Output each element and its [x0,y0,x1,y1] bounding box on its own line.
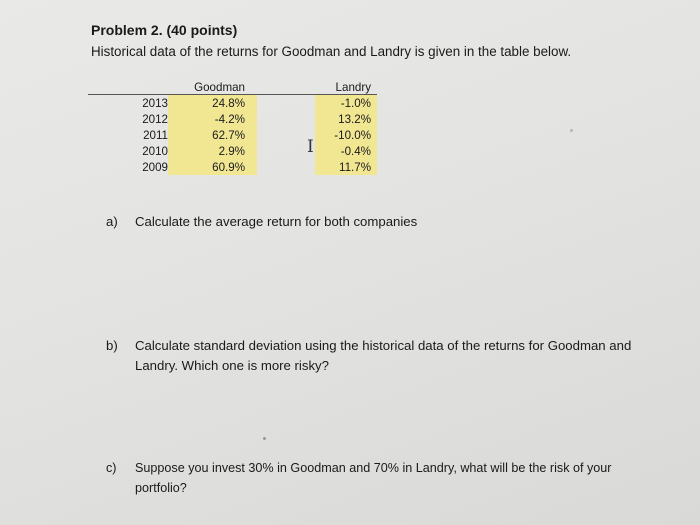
header-goodman: Goodman [168,80,257,95]
goodman-cell: 24.8% [168,95,257,112]
header-landry: Landry [315,80,377,95]
landry-cell: 13.2% [315,111,377,127]
table-row [88,159,377,175]
goodman-cell: 60.9% [168,159,257,175]
year-cell: 2013 [142,96,168,110]
table-row [88,143,377,159]
spacer-cell [257,95,315,112]
question-a-letter: a) [106,214,118,229]
question-c-text: Suppose you invest 30% in Goodman and 70% in Landry, what will be the risk of your portfolio? [135,461,612,495]
question-b-text: Calculate standard deviation using the historical data of the returns for Goodman and Landry. Which one is more risky? [135,338,632,373]
landry-cell: -1.0% [315,95,377,112]
question-a [106,212,417,232]
text-cursor-icon: I [307,137,314,157]
question-b [106,336,666,376]
year-cell: 2010 [142,144,168,158]
year-cell: 2011 [143,128,168,142]
table-row [88,95,377,112]
landry-cell: -10.0% [315,127,377,143]
goodman-cell: 2.9% [168,143,257,159]
table-header-row [88,80,377,95]
table-row [88,111,377,127]
question-c-letter: c) [106,461,117,475]
spacer-cell [257,159,315,175]
header-spacer [257,80,315,95]
year-cell: 2009 [142,160,168,174]
goodman-cell: -4.2% [168,111,257,127]
header-year [88,80,168,95]
returns-table [88,80,377,175]
paper-speck [263,437,266,440]
question-c [106,458,666,498]
year-cell: 2012 [142,112,168,126]
landry-cell: 11.7% [315,159,377,175]
landry-cell: -0.4% [315,143,377,159]
spacer-cell [257,111,315,127]
problem-intro: Historical data of the returns for Goodman and Landry is given in the table below. [91,44,572,59]
paper-speck [570,129,573,132]
goodman-cell: 62.7% [168,127,257,143]
table-row [88,127,377,143]
question-b-letter: b) [106,338,118,353]
problem-title: Problem 2. (40 points) [91,22,238,38]
question-a-text: Calculate the average return for both companies [135,214,418,229]
